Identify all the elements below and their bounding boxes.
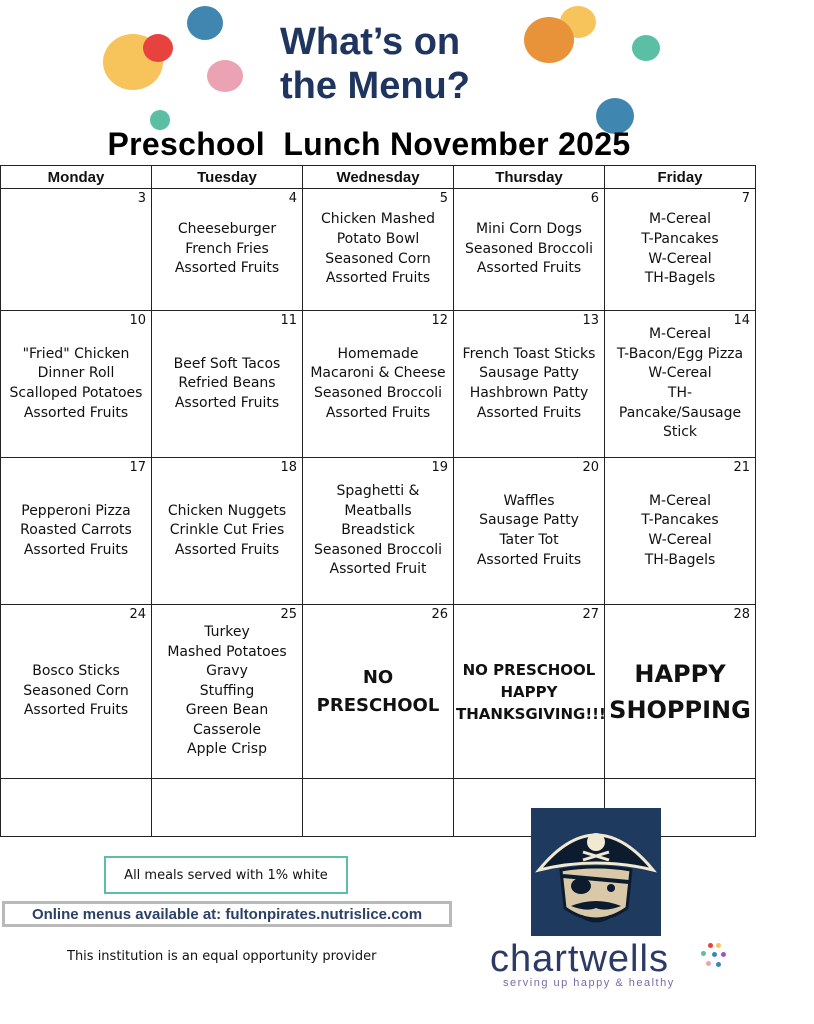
- menu-item: Assorted Fruits: [476, 260, 582, 277]
- date-number: 6: [590, 191, 599, 206]
- menu-items: [303, 345, 453, 423]
- day-cell: [303, 779, 454, 837]
- day-header: Monday: [1, 166, 152, 189]
- day-cell: [152, 189, 303, 311]
- menu-item: Cheeseburger: [177, 221, 277, 238]
- menu-item: Apple Crisp: [187, 741, 267, 758]
- menu-item: Tater Tot: [499, 532, 559, 548]
- menu-item: French Toast Sticks: [462, 345, 596, 362]
- date-number: 27: [582, 607, 599, 622]
- week-row: [1, 311, 756, 458]
- date-number: 12: [431, 313, 448, 328]
- week-row: [1, 458, 756, 605]
- menu-items: [454, 492, 604, 570]
- menu-item: Chicken Mashed: [320, 211, 436, 228]
- menu-item: Sausage Patty: [479, 365, 579, 382]
- menu-item: PRESCHOOL: [316, 694, 440, 716]
- date-number: 13: [582, 313, 599, 328]
- day-cell: [303, 605, 454, 779]
- menu-item: M-Cereal: [648, 492, 712, 509]
- menu-item: Green Bean Casserole: [185, 702, 269, 738]
- menu-items: [303, 482, 453, 580]
- menu-item: Hashbrown Patty: [469, 385, 589, 401]
- menu-item: Bosco Sticks: [32, 663, 120, 680]
- date-number: 18: [280, 460, 297, 475]
- milk-note: All meals served with 1% white: [104, 856, 348, 894]
- day-cell: [303, 311, 454, 458]
- day-cell: [152, 311, 303, 458]
- menu-item: Homemade: [337, 345, 419, 362]
- day-cell: [152, 605, 303, 779]
- date-number: 14: [733, 313, 750, 328]
- menu-item: Assorted Fruits: [23, 541, 129, 558]
- menu-item: Stuffing: [199, 682, 255, 699]
- title-line-1: What’s on: [280, 21, 461, 63]
- pirate-mascot-icon: [531, 808, 661, 936]
- menu-item: Seasoned Broccoli: [313, 385, 443, 401]
- menu-items: [303, 664, 453, 720]
- date-number: 28: [733, 607, 750, 622]
- menu-item: W-Cereal: [648, 365, 712, 382]
- menu-item: Roasted Carrots: [20, 522, 132, 539]
- menu-item: Mashed Potatoes: [167, 643, 287, 660]
- decor-dot: [187, 6, 223, 40]
- decor-dot: [524, 17, 574, 63]
- page-title: [280, 20, 470, 108]
- chartwells-logo: chartwells: [490, 938, 669, 980]
- menu-items: [152, 220, 302, 279]
- menu-item: Sausage Patty: [479, 512, 579, 529]
- menu-item: TH-Bagels: [644, 270, 716, 287]
- date-number: 24: [129, 607, 146, 622]
- title-line-2: the Menu?: [280, 65, 470, 107]
- menu-item: Potato Bowl: [336, 230, 420, 247]
- menu-item: Crinkle Cut Fries: [169, 522, 285, 539]
- menu-items: [152, 623, 302, 760]
- menu-item: Assorted Fruits: [476, 551, 582, 568]
- menu-items: [605, 325, 755, 443]
- day-cell: [454, 189, 605, 311]
- menu-item: Breadstick: [341, 522, 415, 539]
- menu-item: T-Bacon/Egg Pizza: [616, 345, 744, 362]
- date-number: 17: [129, 460, 146, 475]
- date-number: 7: [741, 191, 750, 206]
- day-cell: [303, 458, 454, 605]
- date-number: 19: [431, 460, 448, 475]
- day-cell: [1, 311, 152, 458]
- date-number: 26: [431, 607, 448, 622]
- date-number: 25: [280, 607, 297, 622]
- day-cell: [1, 189, 152, 311]
- day-header: Wednesday: [303, 166, 454, 189]
- day-cell: [152, 458, 303, 605]
- menu-item: W-Cereal: [648, 250, 712, 267]
- menu-item: Assorted Fruits: [23, 702, 129, 719]
- menu-item: Chicken Nuggets: [167, 502, 287, 519]
- menu-item: Seasoned Broccoli: [313, 541, 443, 558]
- menu-item: Spaghetti & Meatballs: [336, 483, 420, 519]
- menu-item: Assorted Fruits: [325, 404, 431, 421]
- menu-item: Beef Soft Tacos: [173, 355, 281, 372]
- menu-item: W-Cereal: [648, 532, 712, 548]
- menu-items: [1, 345, 151, 423]
- menu-item: Pepperoni Pizza: [21, 502, 131, 519]
- menu-item: T-Pancakes: [641, 512, 719, 529]
- menu-item: NO: [362, 666, 394, 688]
- menu-item: TH-Bagels: [644, 551, 716, 568]
- menu-item: Mini Corn Dogs: [476, 221, 582, 238]
- day-header: Tuesday: [152, 166, 303, 189]
- date-number: 20: [582, 460, 599, 475]
- menu-item: French Fries: [185, 240, 269, 257]
- date-number: 11: [280, 313, 297, 328]
- menu-item: TH- Pancake/Sausage: [618, 385, 742, 421]
- date-number: 3: [137, 191, 146, 206]
- menu-item: HAPPY: [500, 682, 558, 701]
- menu-items: [152, 502, 302, 561]
- menu-subtitle: Preschool Lunch November 2025: [107, 126, 631, 162]
- menu-calendar: [0, 165, 756, 837]
- menu-item: Assorted Fruits: [174, 394, 280, 411]
- brand-tagline: serving up happy & healthy: [503, 977, 675, 989]
- menu-item: THANKSGIVING!!!: [456, 704, 606, 723]
- week-row: [1, 605, 756, 779]
- decor-dot: [207, 60, 243, 92]
- menu-item: "Fried" Chicken: [22, 345, 130, 362]
- menu-items: [1, 662, 151, 721]
- date-number: 10: [129, 313, 146, 328]
- online-menus-link[interactable]: Online menus available at: fultonpirates.nutrislice.com: [2, 901, 452, 927]
- menu-item: SHOPPING: [609, 695, 751, 724]
- menu-item: Seasoned Corn: [325, 250, 431, 267]
- day-cell: [1, 779, 152, 837]
- date-number: 4: [288, 191, 297, 206]
- day-header: Friday: [605, 166, 756, 189]
- menu-items: [303, 210, 453, 288]
- menu-item: Assorted Fruits: [23, 404, 129, 421]
- day-cell: [1, 605, 152, 779]
- menu-item: Dinner Roll: [37, 365, 115, 382]
- day-cell: [454, 311, 605, 458]
- menu-items: [454, 220, 604, 279]
- menu-items: [152, 355, 302, 414]
- menu-item: Macaroni & Cheese: [310, 365, 446, 382]
- menu-item: Assorted Fruits: [476, 404, 582, 421]
- menu-items: [1, 502, 151, 561]
- day-cell: [152, 779, 303, 837]
- day-cell: [303, 189, 454, 311]
- menu-item: Turkey: [204, 623, 250, 640]
- day-cell: [605, 458, 756, 605]
- menu-item: M-Cereal: [648, 211, 712, 228]
- menu-item: Assorted Fruits: [325, 270, 431, 287]
- menu-item: Waffles: [503, 492, 555, 509]
- menu-item: Refried Beans: [178, 375, 276, 392]
- menu-item: Assorted Fruit: [329, 561, 427, 578]
- menu-item: Scalloped Potatoes: [9, 385, 143, 401]
- menu-items: [454, 659, 604, 725]
- menu-item: T-Pancakes: [641, 230, 719, 247]
- menu-items: [605, 210, 755, 288]
- date-number: 21: [733, 460, 750, 475]
- menu-item: Assorted Fruits: [174, 260, 280, 277]
- day-cell: [1, 458, 152, 605]
- menu-item: NO PRESCHOOL: [462, 660, 596, 679]
- day-cell: [454, 458, 605, 605]
- menu-item: HAPPY: [634, 659, 726, 688]
- week-row: [1, 189, 756, 311]
- menu-item: Stick: [662, 424, 698, 441]
- menu-items: [605, 492, 755, 570]
- day-cell: [605, 605, 756, 779]
- menu-items: [605, 656, 755, 728]
- day-header: Thursday: [454, 166, 605, 189]
- day-cell: [605, 189, 756, 311]
- day-cell: [454, 605, 605, 779]
- date-number: 5: [439, 191, 448, 206]
- menu-item: M-Cereal: [648, 326, 712, 343]
- decor-dot: [632, 35, 660, 61]
- decor-dot: [143, 34, 173, 62]
- day-cell: [605, 311, 756, 458]
- equal-opportunity-statement: This institution is an equal opportunity provider: [67, 949, 377, 964]
- menu-item: Seasoned Broccoli: [464, 240, 594, 257]
- menu-item: Seasoned Corn: [23, 682, 129, 699]
- menu-item: Gravy: [206, 663, 248, 680]
- menu-item: Assorted Fruits: [174, 541, 280, 558]
- menu-items: [454, 345, 604, 423]
